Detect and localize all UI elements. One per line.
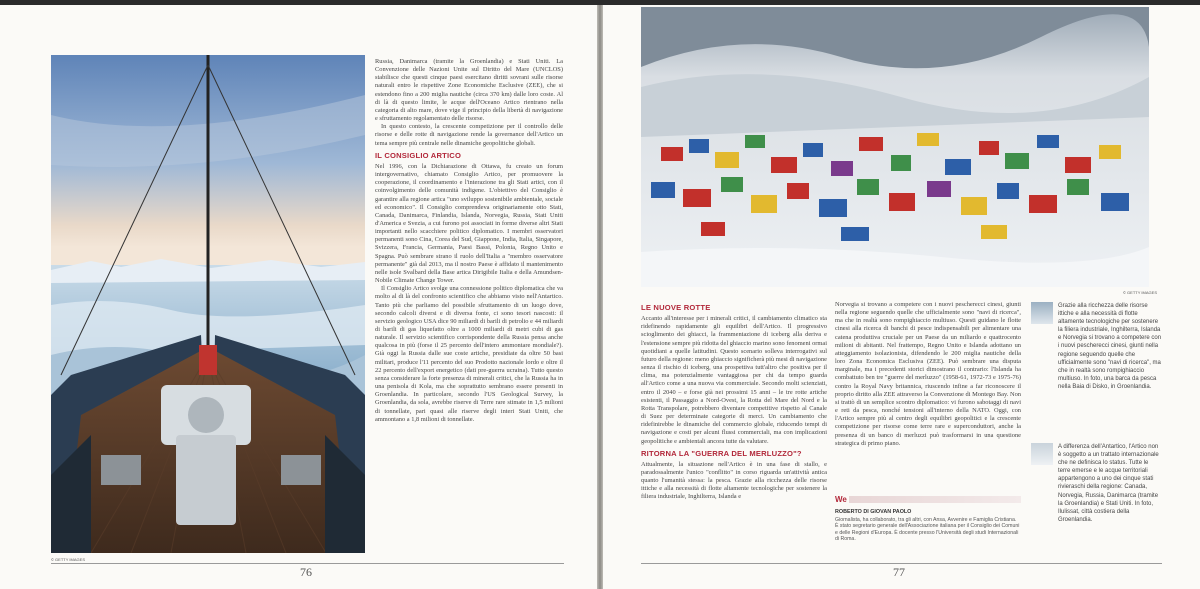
section-heading: LE NUOVE ROTTE bbox=[641, 303, 711, 312]
paragraph: Russia, Danimarca (tramite la Groenlandia) e Stati Uniti. La Convenzione delle Nazioni Unite sul Diritto del Mare (UNCLOS) stabilisce che questi cinque paesi esercitano diritti sovrani sulle risorse naturali entro le rispettive Zone Economiche Esclusive (ZEE), che si estendono fino a 200 miglia nautiche (circa 370 km) dalle loro coste. Al di là di questo limite, le acque dell'Oceano Artico rientrano nella categoria di alto mare, dove vige il principio della libertà di navigazione e sfruttamento regolamentato delle risorse. bbox=[375, 58, 563, 123]
paragraph: Accanto all'interesse per i minerali critici, il cambiamento climatico sta ridefinendo rapidamente gli equilibri dell'Artico. Il progressivo scioglimento dei ghiacci, la frammentazione di iceberg alla deriva e l'estensione sempre più ridotta del ghiaccio marino sono fenomeni ormai quotidiani a quelle latitudini. Questo scenario solleva interrogativi sul futuro della regione: meno ghiaccio significherà più mesi di navigazione senza il rischio di iceberg, una prospettiva tutt'altro che positiva per il clima, ma potenzialmente vantaggiosa per chi da tempo guarda all'Artico come a una nuova via commerciale. Secondo molti scienziati, entro il 2040 – e forse già nei prossimi 15 anni – le tre rotte artiche esistenti, il Passaggio a Nord-Ovest, la Rotta del Mare del Nord e la Rotta Transpolare, potrebbero diventare competitive rispetto al Canale di Suez per determinate categorie di merci. Un cambiamento che ridefinirebbe le dinamiche del commercio globale, riducendo tempi di navigazione e costi per alcuni flussi commerciali, ma con implicazioni geopolitiche e ambientali ancora tutte da valutare. bbox=[641, 315, 827, 445]
paragraph: In questo contesto, la crescente competizione per il controllo delle risorse e delle rotte di navigazione rende la governance dell'Artico un tema sempre più centrale nelle dinamiche geopolitiche globali. bbox=[375, 123, 563, 147]
paragraph: Norvegia si trovano a competere con i nuovi pescherecci cinesi, giunti nella regione seguendo quelle che ufficialmente sono "navi di ricerca", ma che in realtà sono rompighiaccio multiuso. Questi guidano le flotte cinesi alla ricerca di banchi di pesce indispensabili per alimentare una catena produttiva cruciale per un Paese da un miliardo e quattrocento milioni di abitanti. Nel frattempo, Regno Unito e Islanda adottano un atteggiamento isolazionista, difendendo le 200 miglia nautiche della loro Zona Economica Esclusiva (ZEE). Può sembrare una disputa marginale, ma i precedenti storici dimostrano il contrario: l'Islanda ha combattuto ben tre "guerre del merluzzo" (1958-61, 1972-73 e 1975-76) contro la Royal Navy britannica, riuscendo infine a far riconoscere il proprio diritto alla ZEE attraverso la Convenzione di Montego Bay. Non si trattò di un semplice scontro diplomatico: vi furono sabotaggi di navi e reti da pesca, nonché tensioni all'interno della NATO. Oggi, con l'Artico sempre più al centro degli equilibri geopolitici e la crescente competizione per risorse come terre rare e superconduttori, anche la presenza di un banco di merluzzi può trasformarsi in una questione strategica di primo piano. bbox=[835, 301, 1021, 447]
footer-rule bbox=[641, 563, 1162, 564]
article-column-1 bbox=[641, 300, 827, 502]
ilulissat-thumbnail bbox=[1031, 443, 1053, 465]
left-page bbox=[0, 5, 597, 589]
caption-1: Grazie alla ricchezza delle risorse ittiche e alla necessità di flotte altamente tecnologiche per sostenere la filiera industriale, Inghilterra, Islanda e Norvegia si trovano a competere con i nuovi pescherecci cinesi, giunti nella regione seguendo quelle che ufficialmente sono "navi di ricerca", ma che in realtà sono rompighiaccio multiuso. In foto, una barca da pesca nella Baia di Disko, in Groenlandia. bbox=[1058, 303, 1162, 390]
fishing-boat-thumbnail bbox=[1031, 302, 1053, 324]
page-number: 77 bbox=[893, 565, 905, 579]
page-number: 76 bbox=[300, 565, 312, 579]
photo-credit: © GETTY IMAGES bbox=[1123, 290, 1157, 295]
right-page bbox=[603, 5, 1200, 589]
section-heading: RITORNA LA "GUERRA DEL MERLUZZO"? bbox=[641, 448, 802, 458]
article-column bbox=[375, 58, 563, 424]
author-bio: Giornalista, ha collaborato, tra gli altri, con Ansa, Avvenire e Famiglia Cristiana. È stato segretario generale dell'Associazione italiana per il Consiglio dei Comuni e delle Regioni d'Europa. È docente presso l'Università degli studi Internazionali di Roma. bbox=[835, 516, 1020, 543]
we-logo: We bbox=[835, 495, 847, 504]
author-box bbox=[835, 509, 1021, 543]
sidebar-caption bbox=[1058, 302, 1162, 397]
photo-credit: © GETTY IMAGES bbox=[51, 557, 85, 562]
author-name: ROBERTO DI GIOVAN PAOLO bbox=[835, 509, 912, 515]
footer-rule bbox=[51, 563, 564, 564]
paragraph: Il Consiglio Artico svolge una connessione politico diplomatica che va molto al di là del confronto scientifico che abbiamo visto nell'Antartico. Tanto più che parliamo del possibile sfruttamento di un luogo dove, secondo calcoli diversi e di diversa fonte, ci sono tesori nascosti: il servizio geologico USA dice 90 miliardi di barili di petrolio e 44 miliardi di barili di gas liquefatto oltre a 1000 miliardi di metri cubi di gas naturale. Il servizio scientifico corrispondente della Russia pensa anche qualcosa in più (forse il 25 percento dell'intero ammontare mondiale?). Già oggi la Russia dalle sue coste artiche, presidiate da oltre 50 basi militari, produce l'11 percento del suo Prodotto nazionale lordo e oltre il 22 percento dell'export energetico (dati pre-guerra ucraina). Tutto questo senza considerare la forte presenza di minerali critici, che la Russia ha in una penisola di Kola, ma che soprattutto sembrano essere presenti in Groenlandia. In particolare, secondo l'US Geological Survey, la Groenlandia, da sola, avrebbe riserve di Terre rare stimate in 1,5 milioni di tonnellate, pari quasi alle riserve degli interi Stati Uniti, che ammontano a 1,8 milioni di tonnellate. bbox=[375, 285, 563, 423]
section-heading: IL CONSIGLIO ARTICO bbox=[375, 150, 462, 160]
we-logo-bar bbox=[849, 496, 1021, 503]
ship-bow-photo bbox=[51, 55, 365, 553]
paragraph: Nel 1996, con la Dichiarazione di Ottawa, fu creato un forum intergovernativo, chiamato Consiglio Artico, per promuovere la cooperazione, il coordinamento e l'interazione tra gli Stati artici, con il coinvolgimento delle comunità indigene. L'obiettivo del Consiglio è garantire alla regione artica "uno sviluppo sostenibile ambientale, sociale ed economico". Il Consiglio comprendeva originariamente otto Stati, Canada, Danimarca, Finlandia, Islanda, Norvegia, Russia, Stati Uniti d'America e Svezia, a cui furono poi associati in forme diverse altri Stati importanti nello scacchiere politico diplomatico. I membri osservatori permanenti sono Cina, Corea del Sud, Giappone, India, Italia, Singapore, Svizzera, Francia, Germania, Paesi Bassi, Polonia, Regno Unito e Spagna. Può sembrare strano il ruolo dell'Italia a "membro osservatore permanente" già dal 2013, ma il nostro Paese è affidato il mantenimento nelle isole Svalbard della Base artica Dirigibile Italia e della Amundsen-Nobile Climate Change Tower. bbox=[375, 162, 563, 285]
sidebar-caption bbox=[1058, 443, 1162, 530]
paragraph: Attualmente, la situazione nell'Artico è in una fase di stallo, e paradossalmente l'unico "conflitto" in corso riguarda un'attività antica quanto l'umanità stessa: la pesca. Grazie alla ricchezza delle risorse ittiche e alla necessità di flotte altamente tecnologiche per sostenere la filiera industriale, Inghilterra, Islanda e bbox=[641, 460, 827, 501]
article-column-2 bbox=[835, 301, 1021, 448]
caption-2: A differenza dell'Antartico, l'Artico non è soggetto a un trattato internazionale che ne definisca lo status. Tutte le terre emerse e le acque territoriali appartengono a uno dei cinque stati rivieraschi della regione: Canada, Norvegia, Russia, Danimarca (tramite la Groenlandia) e Stati Uniti. In foto, Ilulissat, città costiera della Groenlandia. bbox=[1058, 444, 1159, 523]
greenland-village-photo bbox=[641, 7, 1149, 287]
